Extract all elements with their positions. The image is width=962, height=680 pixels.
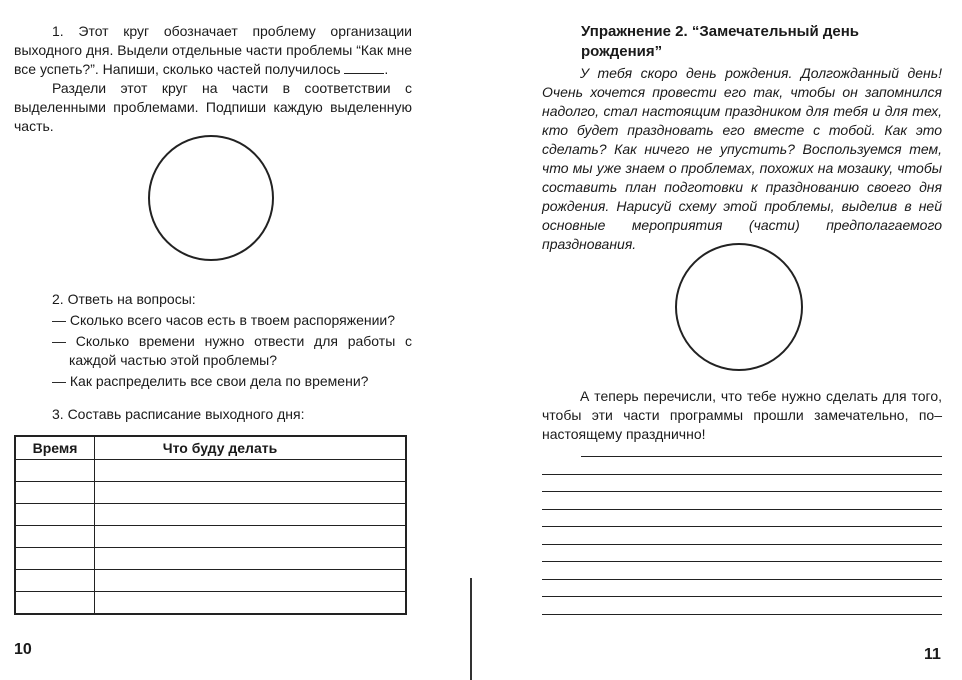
- time-cell[interactable]: [15, 504, 95, 526]
- task2-title: 2. Ответь на вопросы:: [52, 291, 196, 307]
- answer-blank[interactable]: [344, 61, 384, 74]
- time-cell[interactable]: [15, 526, 95, 548]
- table-row: [15, 482, 406, 504]
- task1-instruction: Раздели этот круг на части в соответствии с выделенными проблемами. Подпиши каждую выделенную часть.: [14, 80, 412, 134]
- time-cell[interactable]: [15, 482, 95, 504]
- task2-question-2: — Сколько времени нужно отвести для работы с каждой частью этой проблемы?: [52, 333, 412, 368]
- answer-line[interactable]: [542, 474, 942, 475]
- activity-cell[interactable]: [95, 548, 407, 570]
- problem-circle[interactable]: [148, 135, 274, 261]
- activity-cell[interactable]: [95, 482, 407, 504]
- column-header-activity: Что буду делать: [95, 436, 407, 460]
- activity-cell[interactable]: [95, 592, 407, 615]
- left-page: [0, 0, 470, 680]
- answer-line[interactable]: [542, 491, 942, 492]
- answer-line[interactable]: [542, 614, 942, 615]
- table-header-row: [15, 436, 406, 460]
- time-cell[interactable]: [15, 548, 95, 570]
- time-cell[interactable]: [15, 460, 95, 482]
- page-number-left: 10: [14, 641, 32, 658]
- table-row: [15, 460, 406, 482]
- exercise-intro: У тебя скоро день рождения. Долгожданный день! Очень хочется провести его так, чтобы он запомнился надолго, стал настоящим праздником для тебя и для тех, кто будет праздновать его вместе с тобой. Как это сделать? Как ничего не упустить? Воспользуемся тем, что мы уже знаем о проблемах, похожих на мозаику, чтобы составить план подготовки к празднованию своего дня рождения. Нарисуй схему этой проблемы, выделив в ней основные мероприятия (части) предполагаемого празднования.: [542, 65, 942, 252]
- answer-line[interactable]: [542, 544, 942, 545]
- activity-cell[interactable]: [95, 570, 407, 592]
- list-prompt: А теперь перечисли, что тебе нужно сделать для того, чтобы эти части программы прошли замечательно, по–настоящему празднично!: [542, 388, 942, 442]
- answer-line[interactable]: [542, 561, 942, 562]
- exercise-heading: Упражнение 2. “Замечательный день рождения”: [581, 23, 860, 60]
- answer-line[interactable]: [581, 456, 942, 457]
- table-row: [15, 548, 406, 570]
- answer-line[interactable]: [542, 509, 942, 510]
- task3-title: 3. Составь расписание выходного дня:: [52, 406, 305, 422]
- table-row: [15, 592, 406, 615]
- right-page: [474, 0, 962, 680]
- task1-text: 1. Этот круг обозначает проблему организации выходного дня. Выдели отдельные части проблемы “Как мне все успеть?”. Напиши, сколько частей получилось .: [14, 23, 412, 77]
- time-cell[interactable]: [15, 570, 95, 592]
- task2-question-1: — Сколько всего часов есть в твоем распоряжении?: [52, 312, 396, 328]
- schedule-table: [14, 435, 407, 615]
- birthday-scheme-circle[interactable]: [675, 243, 803, 371]
- time-cell[interactable]: [15, 592, 95, 615]
- table-row: [15, 526, 406, 548]
- activity-cell[interactable]: [95, 526, 407, 548]
- task2-question-3: — Как распределить все свои дела по времени?: [52, 373, 369, 389]
- table-row: [15, 570, 406, 592]
- page-fold: [470, 578, 472, 680]
- answer-line[interactable]: [542, 596, 942, 597]
- answer-line[interactable]: [542, 526, 942, 527]
- activity-cell[interactable]: [95, 504, 407, 526]
- activity-cell[interactable]: [95, 460, 407, 482]
- column-header-time: Время: [15, 436, 95, 460]
- page-number-right: 11: [924, 646, 941, 663]
- table-row: [15, 504, 406, 526]
- answer-line[interactable]: [542, 579, 942, 580]
